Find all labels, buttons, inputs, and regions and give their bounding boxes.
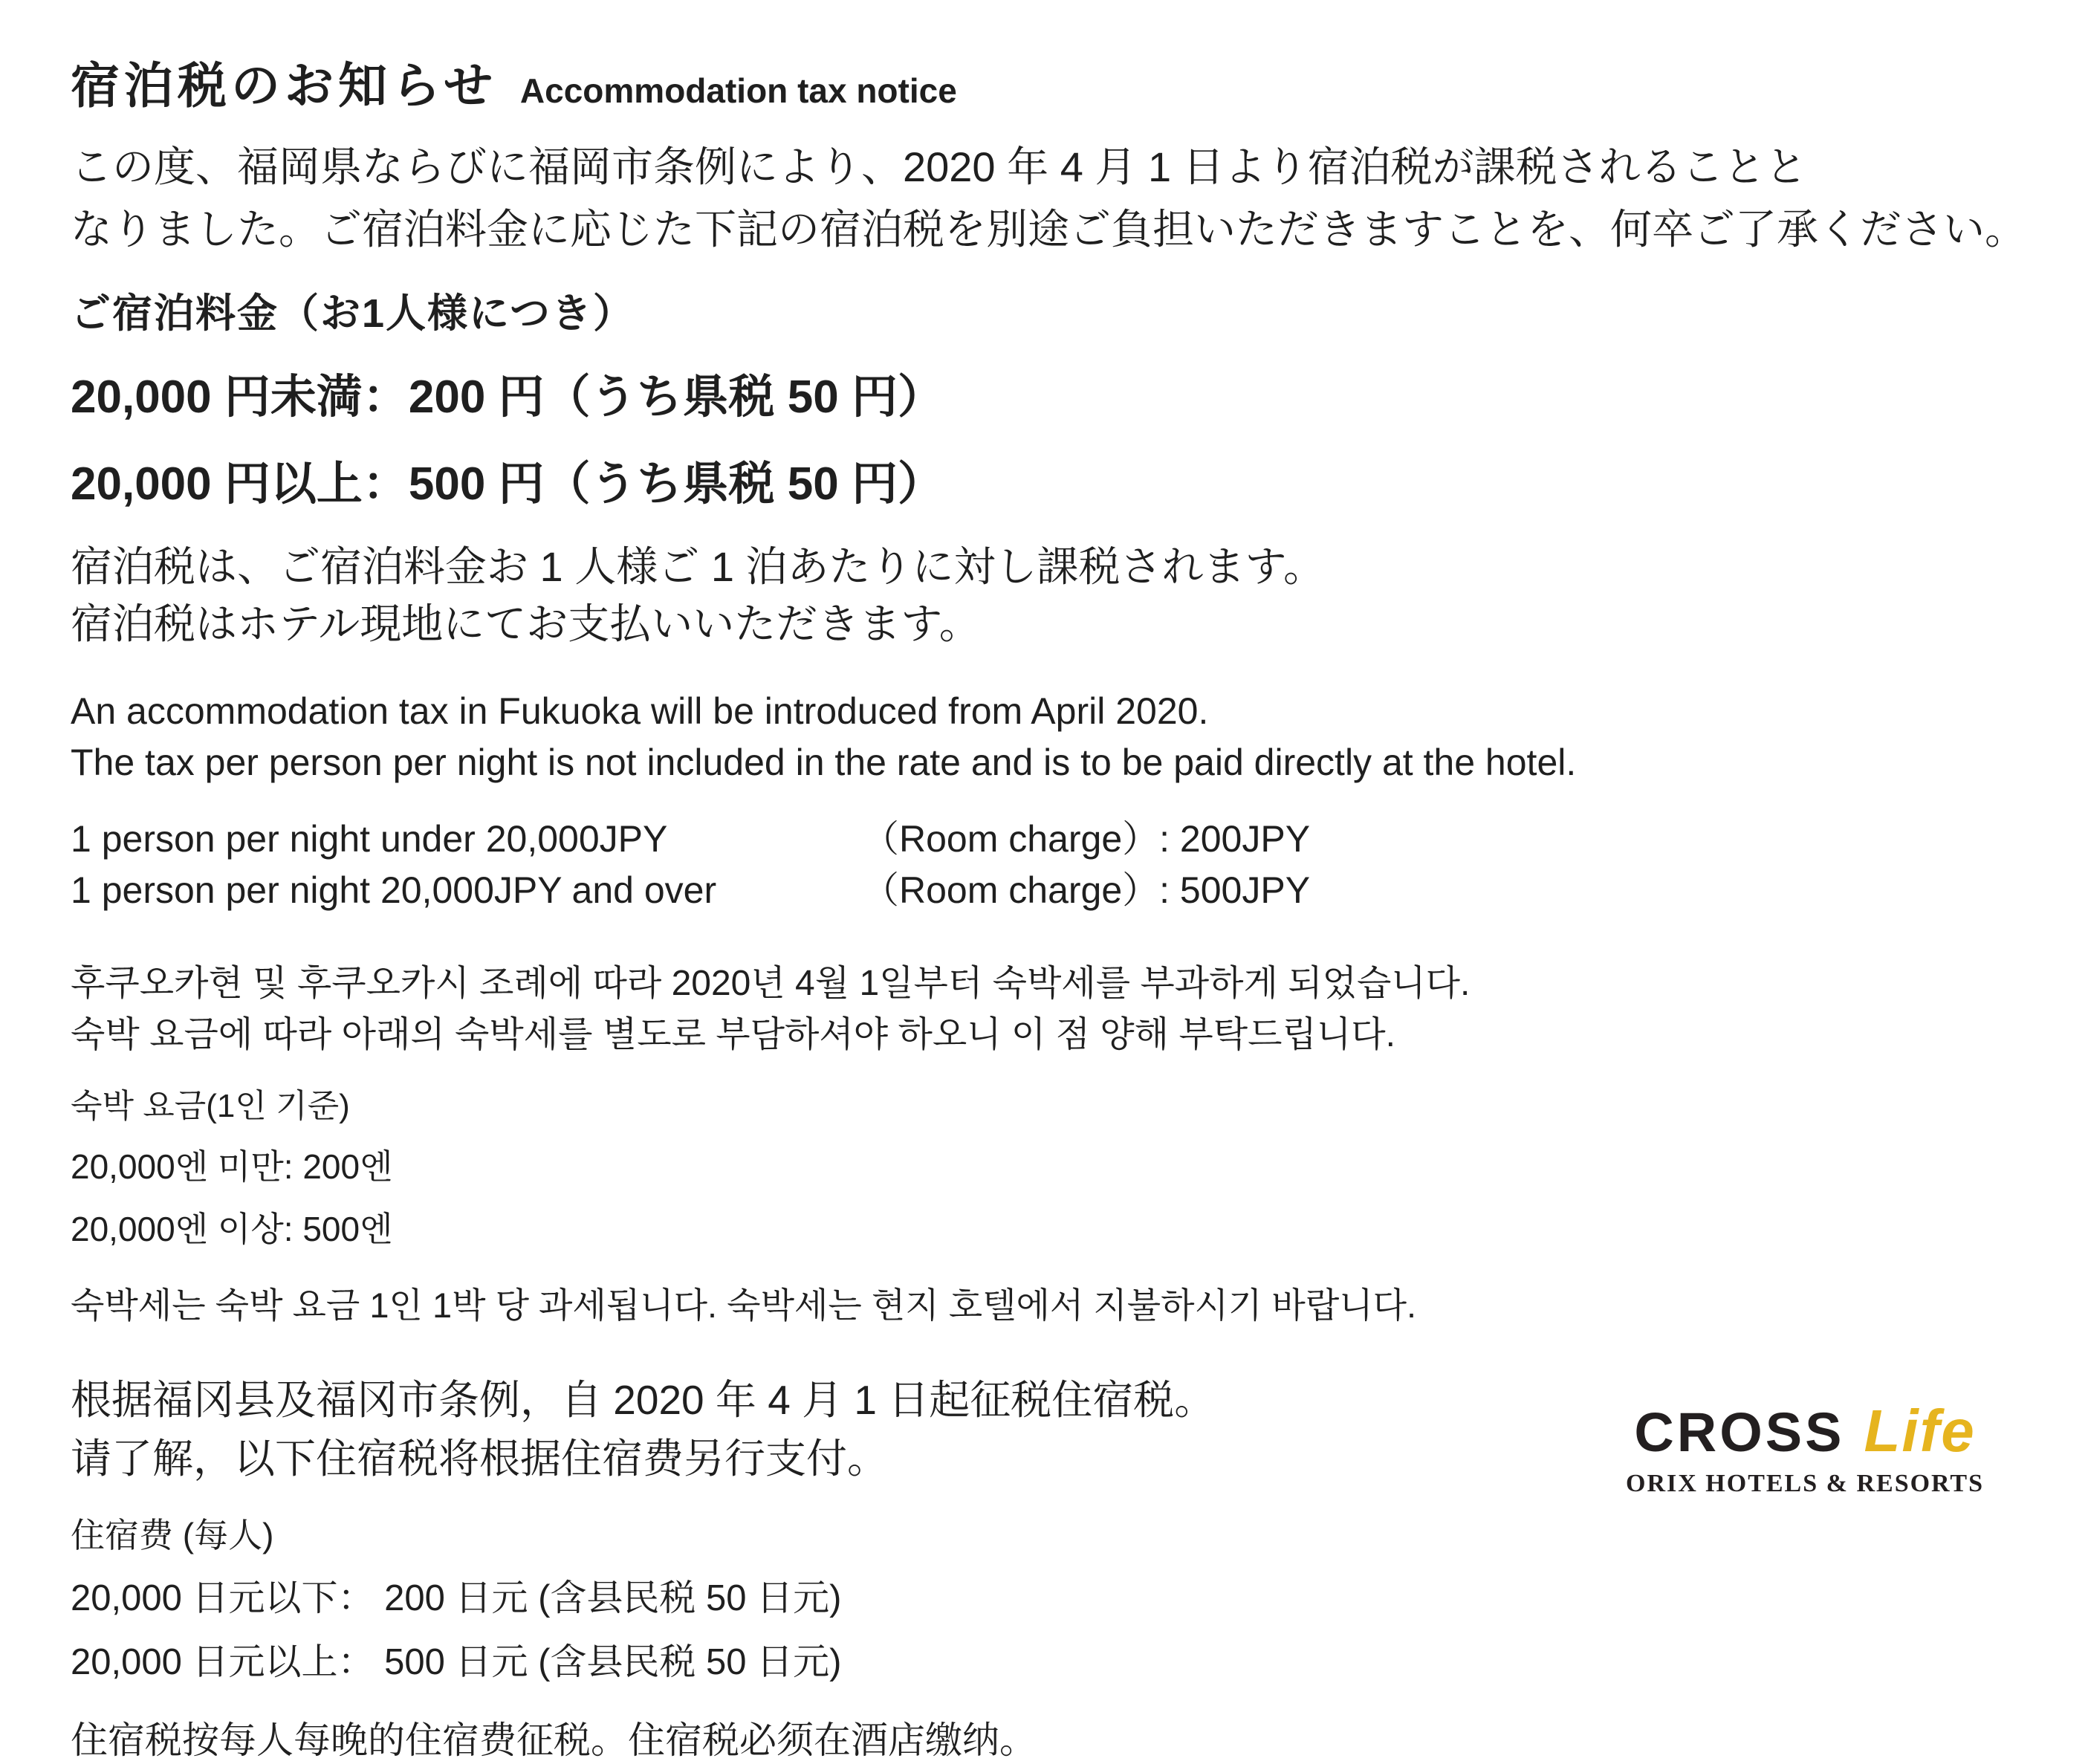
korean-rates-section bbox=[71, 1079, 2043, 1251]
japanese-intro-section bbox=[71, 136, 2043, 261]
english-rates-section bbox=[71, 814, 2043, 916]
page-title-japanese: 宿泊税のお知らせ bbox=[71, 58, 498, 113]
korean-rate-over-20000: 20,000엔 이상: 500엔 bbox=[71, 1209, 393, 1248]
korean-intro-line-2: 숙박 요금에 따라 아래의 숙박세를 별도로 부담하셔야 하오니 이 점 양해 부탁드립니다. bbox=[71, 1015, 1395, 1055]
english-rate-charge: （Room charge）: 200JPY bbox=[862, 817, 1311, 860]
korean-note: 숙박세는 숙박 요금 1인 1박 당 과세됩니다. 숙박세는 현지 호텔에서 지불하시기 바랍니다. bbox=[71, 1285, 1417, 1325]
logo-wordmark bbox=[1626, 1397, 1984, 1465]
japanese-rate-under-20000: 20,000 円未満：200 円（うち県税 50 円） bbox=[71, 372, 944, 423]
japanese-note-line-2: 宿泊税はホテル現地にてお支払いいただきます。 bbox=[71, 600, 981, 648]
japanese-note-section bbox=[71, 538, 2043, 653]
japanese-rate-heading: ご宿泊料金（お1人様につき） bbox=[71, 291, 635, 336]
japanese-rate-over-20000: 20,000 円以上：500 円（うち県税 50 円） bbox=[71, 458, 944, 510]
chinese-rates-section bbox=[71, 1508, 2043, 1685]
chinese-rate-heading: 住宿费 (每人) bbox=[71, 1516, 274, 1555]
logo-cross-text: CROSS bbox=[1634, 1401, 1845, 1463]
chinese-rate-under-20000: 20,000 日元以下： 200 日元 (含县民税 50 日元) bbox=[71, 1578, 842, 1619]
japanese-intro-line-2: なりました。ご宿泊料金に応じた下記の宿泊税を別途ご負担いただきますことを、何卒ご了承ください。 bbox=[71, 206, 2026, 253]
chinese-rate-over-20000: 20,000 日元以上： 500 日元 (含县民税 50 日元) bbox=[71, 1642, 842, 1683]
korean-intro-section bbox=[71, 958, 2043, 1061]
english-rate-condition: 1 person per night 20,000JPY and over bbox=[71, 869, 717, 911]
chinese-note: 住宿税按每人每晚的住宿费征税。住宿税必须在酒店缴纳。 bbox=[71, 1719, 1037, 1762]
korean-rate-heading: 숙박 요금(1인 기준) bbox=[71, 1087, 350, 1124]
english-rate-condition: 1 person per night under 20,000JPY bbox=[71, 817, 668, 860]
english-intro-line-1: An accommodation tax in Fukuoka will be introduced from April 2020. bbox=[71, 690, 1209, 732]
logo-subtitle: ORIX HOTELS & RESORTS bbox=[1626, 1470, 1984, 1497]
korean-intro-line-1: 후쿠오카현 및 후쿠오카시 조례에 따라 2020년 4월 1일부터 숙박세를 부과하게 되었습니다. bbox=[71, 963, 1471, 1003]
chinese-intro-line-1: 根据福冈县及福冈市条例，自 2020 年 4 月 1 日起征税住宿税。 bbox=[71, 1376, 1216, 1423]
english-intro-line-2: The tax per person per night is not included in the rate and is to be paid directly at the hotel. bbox=[71, 741, 1577, 783]
english-rate-over-20000 bbox=[71, 865, 2043, 916]
logo-life-text: Life bbox=[1864, 1398, 1976, 1464]
japanese-intro-line-1: この度、福岡県ならびに福岡市条例により、2020 年 4 月 1 日より宿泊税が課税されることと bbox=[71, 143, 1807, 190]
chinese-intro-line-2: 请了解，以下住宿税将根据住宿费另行支付。 bbox=[71, 1436, 889, 1482]
english-intro-section bbox=[71, 686, 2043, 788]
english-rate-charge: （Room charge）: 500JPY bbox=[862, 869, 1311, 911]
page-title-english: Accommodation tax notice bbox=[519, 71, 957, 110]
cross-life-orix-logo bbox=[1626, 1397, 1984, 1498]
english-rate-under-20000 bbox=[71, 814, 2043, 865]
japanese-rates-section bbox=[71, 282, 2043, 513]
japanese-note-line-1: 宿泊税は、ご宿泊料金お 1 人様ご 1 泊あたりに対し課税されます。 bbox=[71, 543, 1326, 590]
korean-rate-under-20000: 20,000엔 미만: 200엔 bbox=[71, 1147, 393, 1186]
page-title bbox=[71, 46, 2043, 117]
